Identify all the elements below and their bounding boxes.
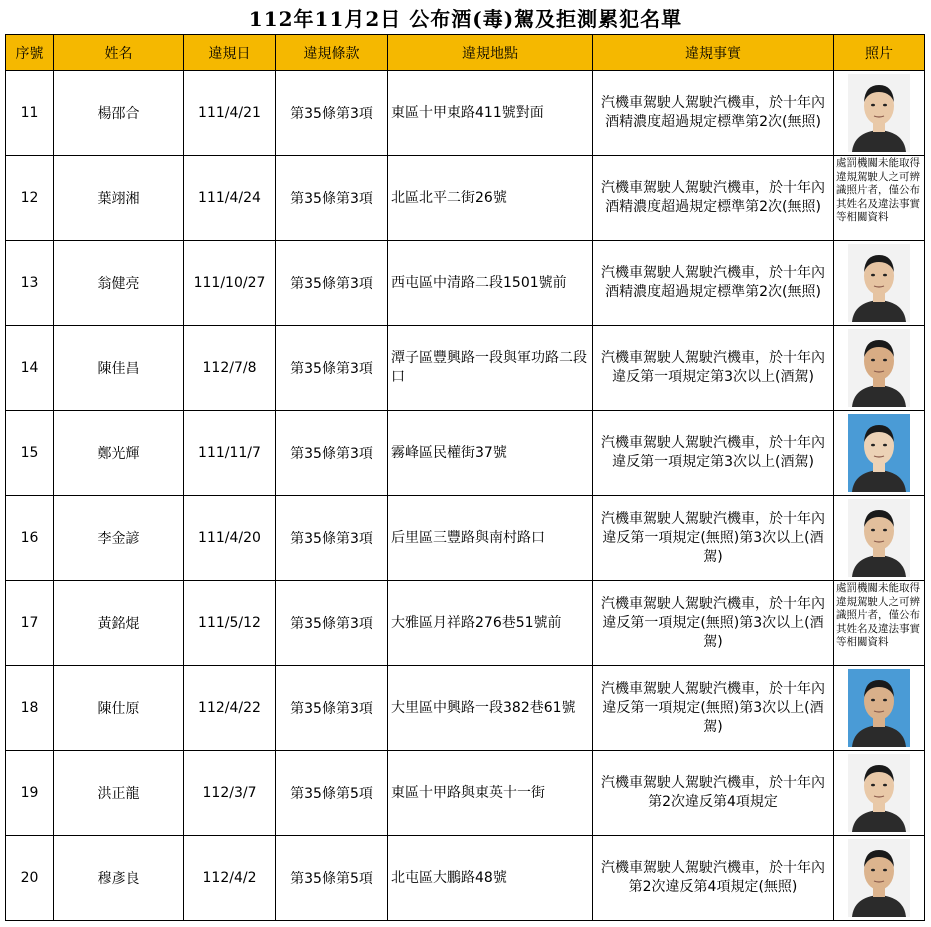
violation-date: 112/7/8 xyxy=(184,326,276,411)
offender-name: 陳佳昌 xyxy=(54,326,184,411)
portrait-photo xyxy=(848,244,910,322)
row-number: 15 xyxy=(6,411,54,496)
portrait-photo xyxy=(848,74,910,152)
violation-clause: 第35條第3項 xyxy=(276,496,388,581)
violation-fact: 汽機車駕駛人駕駛汽機車，於十年內第2次違反第4項規定(無照) xyxy=(593,836,834,921)
violation-fact: 汽機車駕駛人駕駛汽機車，於十年內違反第一項規定(無照)第3次以上(酒駕) xyxy=(593,496,834,581)
page-title: 112年11月2日 公布酒(毒)駕及拒測累犯名單 xyxy=(248,6,683,31)
violation-location: 東區十甲路與東英十一街 xyxy=(388,751,593,836)
offender-name: 楊邵合 xyxy=(54,71,184,156)
violation-clause: 第35條第3項 xyxy=(276,666,388,751)
table-row xyxy=(6,326,925,411)
photo-cell xyxy=(834,581,925,666)
violation-location: 北屯區大鵬路48號 xyxy=(388,836,593,921)
photo-unavailable-notice: 處罰機關未能取得違規駕駛人之可辨識照片者，僅公布 其姓名及違法事實等相關資料 xyxy=(836,157,920,223)
violation-fact: 汽機車駕駛人駕駛汽機車，於十年內違反第一項規定(無照)第3次以上(酒駕) xyxy=(593,581,834,666)
header-photo: 照片 xyxy=(834,35,925,71)
violation-fact: 汽機車駕駛人駕駛汽機車，於十年內第2次違反第4項規定 xyxy=(593,751,834,836)
table-row xyxy=(6,751,925,836)
header-clause: 違規條款 xyxy=(276,35,388,71)
portrait-photo xyxy=(848,499,910,577)
violation-clause: 第35條第5項 xyxy=(276,751,388,836)
photo-cell xyxy=(834,71,925,156)
violation-fact: 汽機車駕駛人駕駛汽機車，於十年內酒精濃度超過規定標準第2次(無照) xyxy=(593,241,834,326)
header-fact: 違規事實 xyxy=(593,35,834,71)
violation-fact: 汽機車駕駛人駕駛汽機車，於十年內違反第一項規定第3次以上(酒駕) xyxy=(593,326,834,411)
violation-date: 111/4/20 xyxy=(184,496,276,581)
row-number: 12 xyxy=(6,156,54,241)
table-row xyxy=(6,496,925,581)
portrait-photo xyxy=(848,669,910,747)
violation-date: 112/4/2 xyxy=(184,836,276,921)
violation-location: 東區十甲東路411號對面 xyxy=(388,71,593,156)
photo-cell xyxy=(834,751,925,836)
violation-clause: 第35條第3項 xyxy=(276,411,388,496)
portrait-photo xyxy=(848,329,910,407)
photo-cell xyxy=(834,326,925,411)
offender-name: 翁健亮 xyxy=(54,241,184,326)
offender-name: 穆彥良 xyxy=(54,836,184,921)
header-name: 姓名 xyxy=(54,35,184,71)
header-date: 違規日 xyxy=(184,35,276,71)
portrait-photo xyxy=(848,414,910,492)
row-number: 20 xyxy=(6,836,54,921)
table-row xyxy=(6,241,925,326)
header-row xyxy=(6,35,925,71)
row-number: 18 xyxy=(6,666,54,751)
photo-cell xyxy=(834,666,925,751)
table-row xyxy=(6,71,925,156)
table-row xyxy=(6,411,925,496)
offender-name: 洪正龍 xyxy=(54,751,184,836)
violation-location: 后里區三豐路與南村路口 xyxy=(388,496,593,581)
violation-date: 111/5/12 xyxy=(184,581,276,666)
row-number: 14 xyxy=(6,326,54,411)
photo-cell xyxy=(834,241,925,326)
offender-table xyxy=(5,34,925,921)
row-number: 11 xyxy=(6,71,54,156)
violation-fact: 汽機車駕駛人駕駛汽機車，於十年內酒精濃度超過規定標準第2次(無照) xyxy=(593,156,834,241)
violation-clause: 第35條第3項 xyxy=(276,326,388,411)
table-row xyxy=(6,836,925,921)
violation-clause: 第35條第3項 xyxy=(276,156,388,241)
photo-cell xyxy=(834,496,925,581)
violation-location: 大里區中興路一段382巷61號 xyxy=(388,666,593,751)
violation-date: 111/10/27 xyxy=(184,241,276,326)
row-number: 19 xyxy=(6,751,54,836)
violation-date: 111/4/21 xyxy=(184,71,276,156)
row-number: 13 xyxy=(6,241,54,326)
portrait-photo xyxy=(848,839,910,917)
violation-location: 北區北平二街26號 xyxy=(388,156,593,241)
header-no: 序號 xyxy=(6,35,54,71)
table-row xyxy=(6,156,925,241)
violation-date: 111/4/24 xyxy=(184,156,276,241)
row-number: 16 xyxy=(6,496,54,581)
violation-fact: 汽機車駕駛人駕駛汽機車，於十年內酒精濃度超過規定標準第2次(無照) xyxy=(593,71,834,156)
header-location: 違規地點 xyxy=(388,35,593,71)
table-row xyxy=(6,581,925,666)
photo-cell xyxy=(834,836,925,921)
violation-location: 西屯區中清路二段1501號前 xyxy=(388,241,593,326)
photo-cell xyxy=(834,156,925,241)
violation-location: 霧峰區民權街37號 xyxy=(388,411,593,496)
offender-name: 鄭光輝 xyxy=(54,411,184,496)
violation-clause: 第35條第3項 xyxy=(276,581,388,666)
violation-fact: 汽機車駕駛人駕駛汽機車，於十年內違反第一項規定第3次以上(酒駕) xyxy=(593,411,834,496)
row-number: 17 xyxy=(6,581,54,666)
offender-name: 李金諺 xyxy=(54,496,184,581)
violation-date: 111/11/7 xyxy=(184,411,276,496)
portrait-photo xyxy=(848,754,910,832)
offender-name: 陳仕原 xyxy=(54,666,184,751)
violation-date: 112/3/7 xyxy=(184,751,276,836)
photo-cell xyxy=(834,411,925,496)
violation-location: 潭子區豐興路一段與軍功路二段口 xyxy=(388,326,593,411)
offender-name: 葉翊湘 xyxy=(54,156,184,241)
violation-clause: 第35條第5項 xyxy=(276,836,388,921)
offender-name: 黃銘焜 xyxy=(54,581,184,666)
violation-location: 大雅區月祥路276巷51號前 xyxy=(388,581,593,666)
violation-clause: 第35條第3項 xyxy=(276,241,388,326)
table-row xyxy=(6,666,925,751)
violation-date: 112/4/22 xyxy=(184,666,276,751)
photo-unavailable-notice: 處罰機關未能取得違規駕駛人之可辨識照片者，僅公布 其姓名及違法事實等相關資料 xyxy=(836,582,920,648)
violation-clause: 第35條第3項 xyxy=(276,71,388,156)
violation-fact: 汽機車駕駛人駕駛汽機車，於十年內違反第一項規定(無照)第3次以上(酒駕) xyxy=(593,666,834,751)
